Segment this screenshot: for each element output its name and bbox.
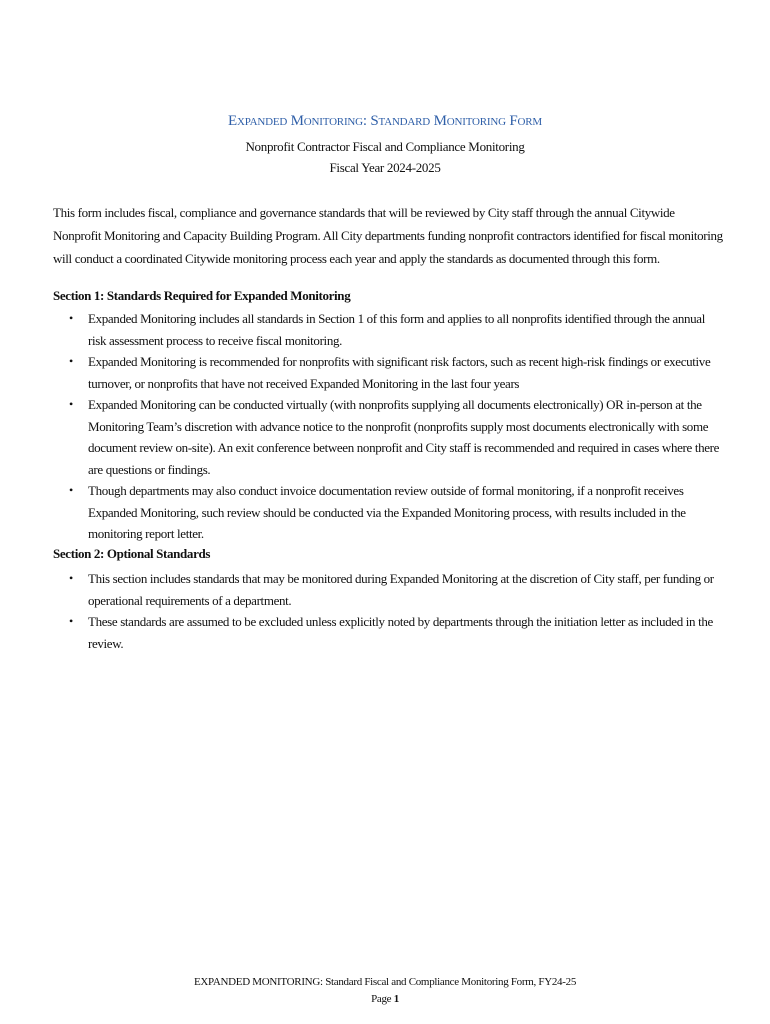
section-2-heading: Section 2: Optional Standards [53,546,211,561]
bullet-icon: • [69,614,73,628]
list-item-text: This section includes standards that may be monitored during Expanded Monitoring at the discretion of City staff, per funding or operational requirements of a department. [88,571,714,608]
fiscal-year: Fiscal Year 2024-2025 [329,160,441,175]
list-item [53,394,723,480]
section-1-heading: Section 1: Standards Required for Expanded Monitoring [53,288,351,303]
footer-page-number [0,993,770,1005]
bullet-icon: • [69,354,73,368]
list-item [53,568,723,611]
list-item-text: These standards are assumed to be excluded unless explicitly noted by departments through the initiation letter as included in the review. [88,614,713,651]
intro-paragraph: This form includes fiscal, compliance and governance standards that will be reviewed by City staff through the annual Citywide Nonprofit Monitoring and Capacity Building Program. All City departments funding nonprofit contractors identified for fiscal monitoring will conduct a coordinated Citywide monitoring process each year and apply the standards as documented through this form. [53,205,723,266]
list-item [53,611,723,654]
list-item-text: Expanded Monitoring is recommended for nonprofits with significant risk factors, such as recent high-risk findings or executive turnover, or nonprofits that have not received Expanded Monitoring in the last four years [88,354,711,391]
list-item [53,308,723,351]
page-number: 1 [393,993,399,1005]
bullet-icon: • [69,571,73,585]
list-item-text: Expanded Monitoring can be conducted virtually (with nonprofits supplying all documents electronically) OR in-person at the Monitoring Team’s discretion with advance notice to the nonprofit (nonprofits supply most documents electronically with some document review on-site). An exit conference between nonprofit and City staff is recommended and required in cases where there are questions or findings. [88,397,720,477]
page-title: Expanded Monitoring: Standard Monitoring Form [228,113,542,129]
list-item-text: Expanded Monitoring includes all standards in Section 1 of this form and applies to all nonprofits identified through the annual risk assessment process to receive fiscal monitoring. [88,311,705,348]
footer-text: Standard Fiscal and Compliance Monitoring Form, FY24-25 [325,976,577,988]
footer-prefix: EXPANDED MONITORING: [193,976,323,988]
list-item [53,480,723,545]
bullet-icon: • [69,483,73,497]
footer-title [0,976,770,988]
list-item-text: Though departments may also conduct invoice documentation review outside of formal monitoring, if a nonprofit receives Expanded Monitoring, such review should be conducted via the Expanded Monitoring process, with results included in the monitoring report letter. [88,483,686,541]
section-1-list [53,308,723,545]
bullet-icon: • [69,397,73,411]
page-label: Page [371,993,392,1005]
section-2-list [53,568,723,654]
page-subtitle: Nonprofit Contractor Fiscal and Compliance Monitoring [245,139,525,154]
bullet-icon: • [69,311,73,325]
list-item [53,351,723,394]
